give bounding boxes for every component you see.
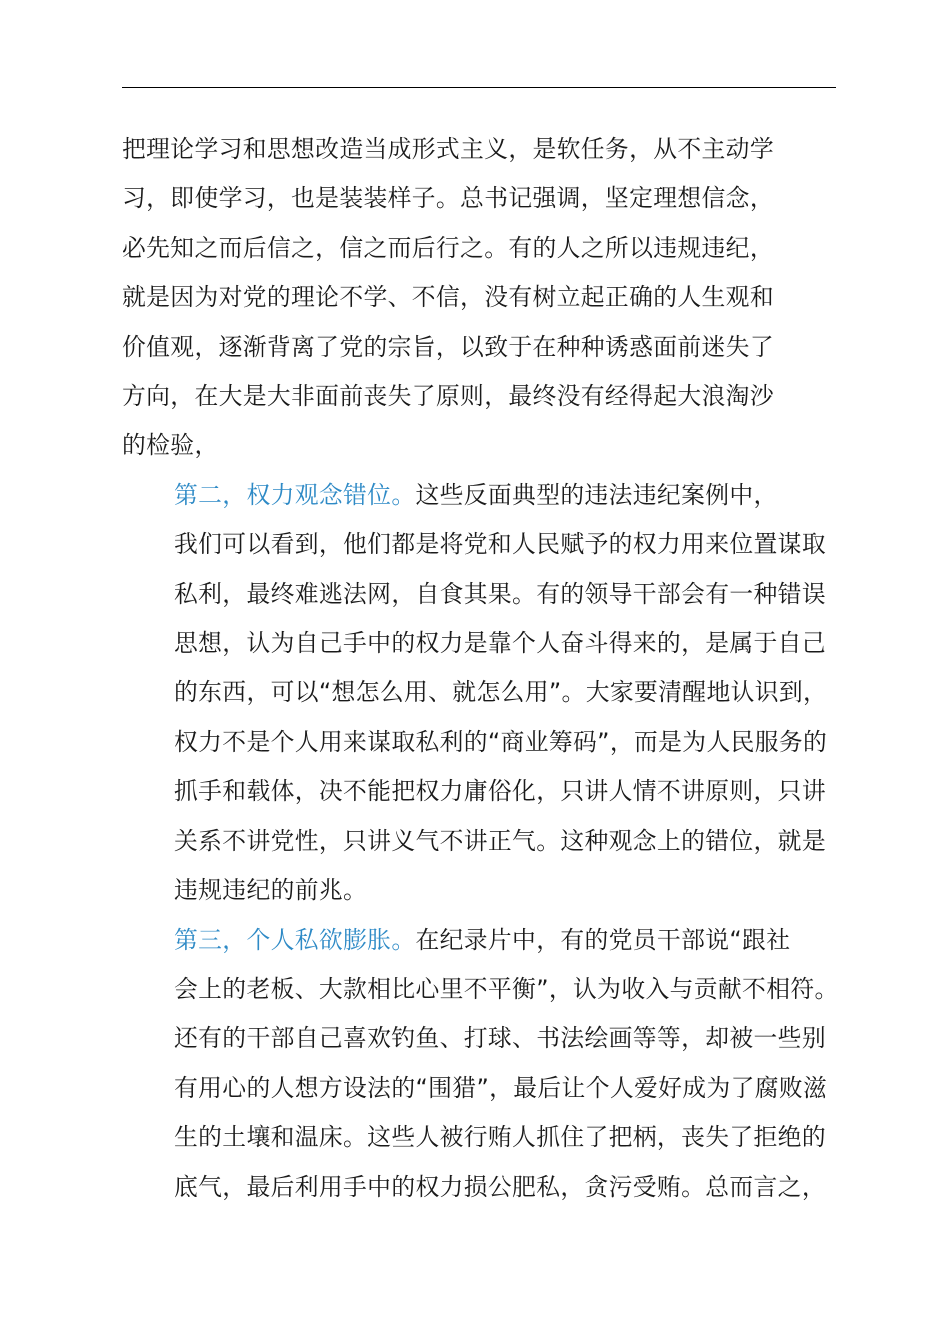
text-line: 习，即使学习，也是装装样子。总书记强调，坚定理想信念，	[122, 184, 774, 213]
heading-line-rest: 这些反面典型的违法违纪案例中，	[415, 480, 778, 509]
section-heading: 第二，权力观念错位。	[174, 480, 416, 509]
paragraph-power-concept	[122, 471, 838, 916]
text-line: 价值观，逐渐背离了党的宗旨，以致于在种种诱惑面前迷失了	[122, 332, 774, 361]
paragraph-theory-study	[122, 125, 838, 471]
text-line: 抓手和载体，决不能把权力庸俗化，只讲人情不讲原则，只讲	[174, 777, 826, 806]
text-line: 的东西，可以“想怎么用、就怎么用”。大家要清醒地认识到，	[174, 678, 828, 707]
paragraph-personal-desire	[122, 916, 838, 1212]
text-line: 还有的干部自己喜欢钓鱼、打球、书法绘画等等，却被一些别	[174, 1024, 826, 1053]
text-line: 我们可以看到，他们都是将党和人民赋予的权力用来位置谋取	[174, 530, 826, 559]
text-line: 把理论学习和思想改造当成形式主义，是软任务，从不主动学	[122, 135, 774, 163]
text-line: 私利，最终难逃法网，自食其果。有的领导干部会有一种错误	[174, 579, 826, 608]
text-line: 会上的老板、大款相比心里不平衡”，认为收入与贡献不相符。	[174, 974, 839, 1003]
text-line: 方向，在大是大非面前丧失了原则，最终没有经得起大浪淘沙	[122, 382, 774, 411]
text-line	[122, 916, 838, 965]
text-line: 就是因为对党的理论不学、不信，没有树立起正确的人生观和	[122, 283, 774, 312]
text-line: 生的土壤和温床。这些人被行贿人抓住了把柄，丧失了拒绝的	[174, 1123, 826, 1152]
text-line	[122, 471, 838, 520]
text-line: 违规违纪的前兆。	[174, 876, 368, 905]
section-heading: 第三，个人私欲膨胀。	[174, 925, 416, 954]
text-line: 关系不讲党性，只讲义气不讲正气。这种观念上的错位，就是	[174, 826, 826, 855]
text-line: 必先知之而后信之，信之而后行之。有的人之所以违规违纪，	[122, 233, 774, 262]
header-rule	[122, 87, 836, 88]
text-line: 的检验，	[122, 431, 219, 460]
text-line: 思想，认为自己手中的权力是靠个人奋斗得来的，是属于自己	[174, 629, 826, 658]
heading-line-rest: 在纪录片中，有的党员干部说“跟社	[415, 925, 791, 954]
text-line: 底气，最后利用手中的权力损公肥私，贪污受贿。总而言之，	[174, 1172, 826, 1201]
text-line: 权力不是个人用来谋取私利的“商业筹码”，而是为人民服务的	[174, 727, 828, 756]
text-line: 有用心的人想方设法的“围猎”，最后让个人爱好成为了腐败滋	[174, 1073, 828, 1102]
document-body	[122, 125, 838, 1212]
